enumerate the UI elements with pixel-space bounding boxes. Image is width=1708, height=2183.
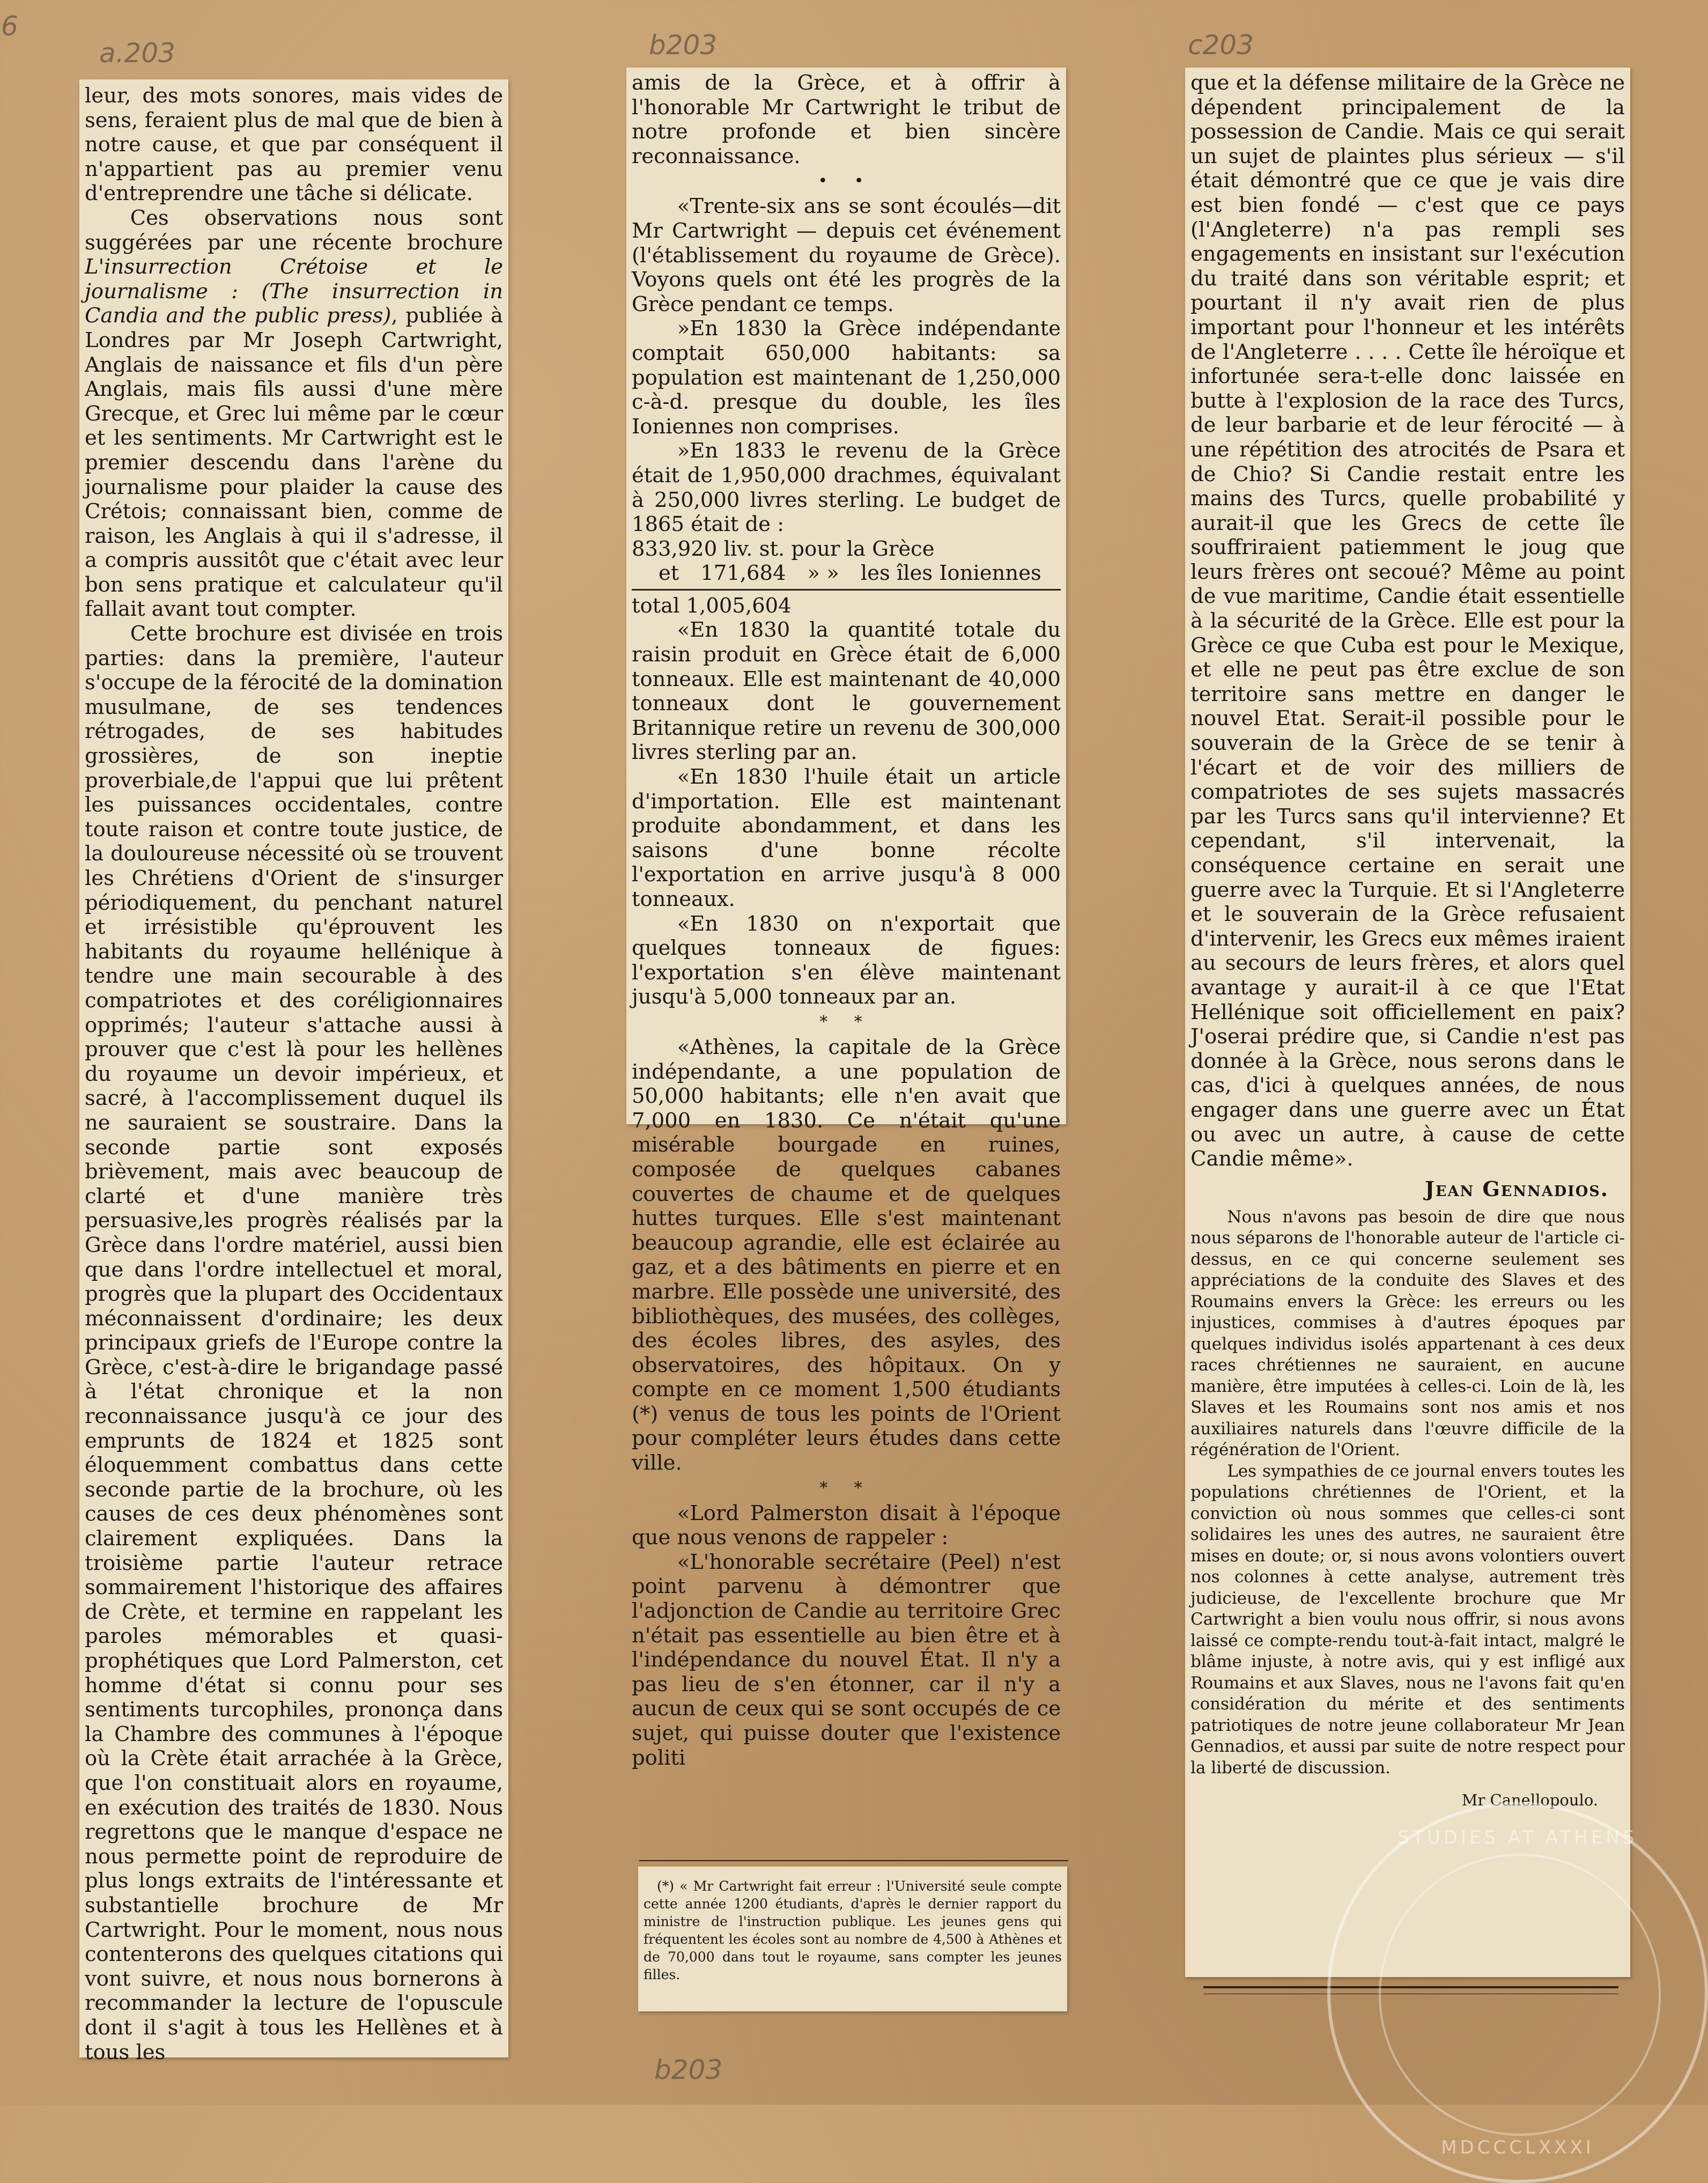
col-c-paragraph-1: que et la défense militaire de la Grèce ne dépendent principalement de la possession de Candie. Mais ce qui serait un sujet de plaintes plus sérieux — s'il était démontré que ce que je vais dire est bien fondé — c'est que ce pays (l'Angleterre) n'a pas rempli ses engagements en insistant sur l'exécution du traité dans son véritable esprit; et pourtant il n'y avait rien de plus important pour l'honneur et les intérêts de l'Angleterre . . . . Cette île héroïque et infortunée sera-t-elle donc laissée en butte à l'explosion de la race des Turcs, de leur barbarie et de leur férocité — à une répétition des atrocités de Psara et de Chio? Si Candie restait entre les mains des Turcs, quelle probabilité y aurait-il que les Grecs de cette île souffriraient patiemment le joug que leurs frères ont secoué? Même au point de vue maritime, Candie était essentielle à la sécurité de la Grèce. Elle est pour la Grèce ce que Cuba est pour le Mexique, et elle ne peut pas être exclue de son territoire sans mettre en danger le nouvel Etat. Serait-il possible pour le souverain de la Grèce de se tenir à l'écart et de voir des milliers de compatriotes de ses sujets massacrés par les Turcs sans qu'il intervienne? Et cependant, s'il intervenait, la conséquence certaine en serait une guerre avec la Turquie. Et si l'Angleterre et le souverain de la Grèce refusaient d'intervenir, les Grecs eux mêmes iraient au secours de leurs frères, et alors quel avantage y aurait-il à ce que l'Etat Hellénique soit officiellement en paix? J'oserai prédire que, si Candie n'est pas donnée à la Grèce, nous serons dans le cas, d'ici à quelques années, de nous engager dans une guerre avec un État ou avec un autre, à cause de cette Candie même». [1191, 71, 1625, 1171]
col-a-paragraph-2 [85, 206, 503, 622]
library-stamp [1327, 1802, 1708, 2183]
clipping-footnote [638, 1867, 1067, 2011]
budget-ditto: » » [807, 561, 839, 586]
editor-note [1191, 1207, 1625, 1779]
budget-table [632, 537, 1061, 618]
budget-total: total 1,005,604 [632, 593, 792, 618]
col-b-paragraph-3: »En 1833 le revenu de la Grèce était de 1,950,000 drachmes, équivalant à 250,000 livres sterling. Le budget de 1865 était de : [632, 439, 1061, 537]
col-b-intro: amis de la Grèce, et à offrir à l'honorable Mr Cartwright le tribut de notre profonde et bien sincère reconnaissance. [632, 71, 1061, 168]
col-c-paragraph-2: Nous n'avons pas besoin de dire que nous nous séparons de l'honorable auteur de l'article ci-dessus, en ce qui concerne seulement ses appréciations de la conduite des Slaves et des Roumains envers la Grèce: les erreurs ou les injustices, commises à d'autres époques par quelques individus isolés appartenant à ces deux races chrétiennes ne sauraient, en aucune manière, être imputées à celles-ci. Loin de là, les Slaves et les Roumains sont nos amis et nos auxiliaires naturels dans l'œuvre difficile de la régénération de l'Orient. [1191, 1207, 1625, 1460]
col-b-paragraph-4: «En 1830 la quantité totale du raisin produit en Grèce était de 6,000 tonneaux. Elle est maintenant de 40,000 tonneaux dont le gouvernement Britannique retire un revenu de 300,000 livres sterling par an. [632, 618, 1061, 765]
clipping-column-c [1185, 68, 1630, 1977]
brochure-title: L'insurrection Crétoise et le journalisme : (The insurrection in Candia and the public press) [85, 255, 503, 328]
separator-stars-2: * * [819, 1012, 873, 1031]
pencil-mark-a: a.203 [99, 38, 175, 69]
col-b-paragraph-7: «Athènes, la capitale de la Grèce indépendante, a une population de 50,000 habitants; elle n'en avait que 7,000 en 1830. Ce n'était qu'une misérable bourgade en ruines, composée de quelques cabanes couvertes de chaume et de quelques huttes turques. Elle s'est maintenant beaucoup agrandie, elle est éclairée au gaz, et a des bâtiments en pierre et en marbre. Elle possède une université, des bibliothèques, des musées, des collèges, des écoles libres, des asyles, des observatoires, des hôpitaux. On y compte en ce moment 1,500 étudiants (*) venus de tous les points de l'Orient pour compléter leurs études dans cette ville. [632, 1035, 1061, 1476]
col-b-paragraph-8: «Lord Palmerston disait à l'époque que nous venons de rappeler : [632, 1501, 1061, 1550]
clipping-column-b [626, 68, 1066, 1770]
col-a-p2-rest: , publiée à Londres par Mr Joseph Cartwright, Anglais de naissance et fils d'un père Anglais, mais fils aussi d'une mère Grecque, et Grec lui même par le cœur et les sentiments. Mr Cartwright est le premier descendu dans l'arène du journalisme pour plaider la cause des Crétois; connaissant bien, comme de raison, les Anglais à qui il s'adresse, il a compris aussitôt que c'était avec leur bon sens pratique et calculateur qu'il fallait avant tout compter. [85, 304, 503, 622]
budget-ionian: les îles Ioniennes [860, 561, 1041, 586]
col-b-paragraph-6: «En 1830 on n'exportait que quelques tonneaux de figues: l'exportation s'en élève maintenant jusqu'à 5,000 tonneaux par an. [632, 911, 1061, 1009]
col-b-paragraph-9: «L'honorable secrétaire (Peel) n'est point parvenu à démontrer que l'adjonction de Candie au territoire Grec n'était pas essentielle au bien être et à l'indépendance du nouvel État. Il n'y a pas lieu de s'en étonner, car il n'y a aucun de ceux qui se sont occupés de ce sujet, qui puisse douter que l'existence politi [632, 1550, 1061, 1770]
budget-et: et [659, 561, 679, 586]
col-a-p2-start: Ces observations nous sont suggérées par une récente brochure [85, 205, 503, 255]
pencil-mark-edge: 6 [1, 11, 18, 42]
clipping-column-a [79, 79, 508, 2064]
pencil-mark-c: c203 [1188, 30, 1254, 61]
col-b-paragraph-5: «En 1830 l'huile était un article d'importation. Elle est maintenant produite abondamment, et dans les saisons d'une bonne récolte l'exportation en arrive jusqu'à 8 000 tonneaux. [632, 765, 1061, 911]
budget-row-1: 833,920 liv. st. pour la Grèce [632, 536, 935, 561]
col-b-paragraph-1: «Trente-six ans se sont écoulés—dit Mr Cartwright — depuis cet événement (l'établissement du royaume de Grèce). Voyons quels ont été les progrès de la Grèce pendant ce temps. [632, 194, 1061, 316]
col-c-paragraph-3: Les sympathies de ce journal envers toutes les populations chrétiennes de l'Orient, et la conviction où nous sommes que celles-ci sont solidaires les unes des autres, ne sauraient être mises en doute; or, si nous avons volontiers ouvert nos colonnes à cette analyse, autrement très judicieuse, de l'excellente brochure que Mr Cartwright a bien voulu nous offrir, si nous avons laissé ce compte-rendu tout-à-fait intact, malgré le blâme injuste, à notre avis, qui y est infligé aux Roumains et aux Slaves, nous ne l'avons fait qu'en considération du mérite et des sentiments patriotiques de notre jeune collaborateur Mr Jean Gennadios, et aussi par suite de notre respect pour la liberté de discussion. [1191, 1461, 1625, 1778]
budget-rule [632, 589, 1061, 591]
col-a-paragraph-3: Cette brochure est divisée en trois parties: dans la première, l'auteur s'occupe de la férocité de la domination musulmane, de ses tendences rétrogades, de ses habitudes grossières, de son ineptie proverbiale,de l'appui que lui prêtent les puissances occidentales, contre toute raison et contre toute justice, de la douloureuse nécessité où se trouvent les Chrétiens d'Orient de s'insurger périodiquement, du penchant naturel et irrésistible qu'éprouvent les habitants du royaume hellénique à tendre une main secourable à des compatriotes et des coréligionnaires opprimés; l'auteur s'attache aussi à prouver que c'est là pour les hellènes du royaume un devoir impérieux, et sacré, à l'accomplissement duquel ils ne sauraient se soustraire. Dans la seconde partie sont exposés brièvement, mais avec beaucoup de clarté et d'une manière très persuasive,les progrès réalisés par la Grèce dans l'ordre matériel, aussi bien que dans l'ordre intellectuel et moral, progrès que la plupart des Occidentaux méconnaissent d'ordinaire; les deux principaux griefs de l'Europe contre la Grèce, c'est-à-dire le brigandage passé à l'état chronique et la non reconnaissance jusqu'à ce jour des emprunts de 1824 et 1825 sont éloquemment combattus dans cette seconde partie de la brochure, où les causes de ces deux phénomènes sont clairement expliquées. Dans la troisième partie l'auteur retrace sommairement l'historique des affaires de Crète, et termine en rappelant les paroles mémorables et quasi-prophétiques que Lord Palmerston, cet homme d'état si connu pour ses sentiments turcophiles, prononça dans la Chambre des communes à l'époque où la Crète était arrachée à la Grèce, que l'on constituait alors en royaume, en exécution des traités de 1830. Nous regrettons que le manque d'espace ne nous permette point de reproduire de plus longs extraits de l'intéressante et substantielle brochure de Mr Cartwright. Pour le moment, nous nous contenterons des quelques citations qui vont suivre, et nous nous bornerons à recommander la lecture de l'opuscule dont il s'agit à tous les Hellènes et à tous les [85, 622, 503, 2064]
footnote-text: (*) « Mr Cartwright fait erreur : l'Université seule compte cette année 1200 étudiants, d'après le dernier rapport du ministre de l'instruction publique. Les jeunes gens qui fréquentent les écoles sont au nombre de 4,500 à Athènes et de 70,000 dans tout le royaume, sans compter les jeunes filles. [644, 1878, 1062, 1982]
stamp-text-year: MDCCCLXXXI [1441, 2137, 1594, 2158]
editor-signature: Mr Canellopoulo. [1461, 1791, 1598, 1810]
pencil-mark-b-bottom: b203 [654, 2054, 723, 2085]
author-signature: Jean Gennadios. [1424, 1176, 1609, 1201]
stamp-inner-ring [1379, 1854, 1661, 2136]
budget-amount: 171,684 [700, 561, 786, 586]
separator-stars-3: * * [819, 1478, 873, 1498]
stamp-text-top: STUDIES AT ATHENS [1398, 1827, 1638, 1848]
separator-stars-1: • • [818, 172, 875, 191]
pencil-mark-b-top: b203 [649, 30, 718, 61]
col-a-paragraph-1: leur, des mots sonores, mais vides de sens, feraient plus de mal que de bien à notre cause, et que par conséquent il n'appartient pas au premier venu d'entreprendre une tâche si délicate. [85, 84, 503, 206]
footnote-rule [639, 1860, 1068, 1861]
budget-row-2 [632, 561, 1061, 586]
col-b-paragraph-2: »En 1830 la Grèce indépendante comptait 650,000 habitants: sa population est maintenant de 1,250,000 c-à-d. presque du double, les îles Ioniennes non comprises. [632, 316, 1061, 439]
